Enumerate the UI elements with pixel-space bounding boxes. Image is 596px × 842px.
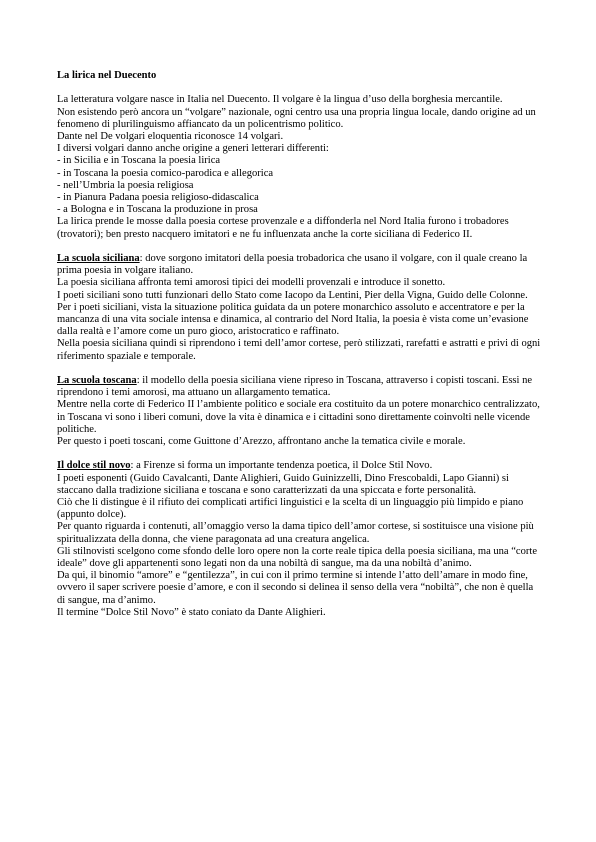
intro-paragraph: La lirica prende le mosse dalla poesia cortese provenzale e a diffonderla nel Nord Italia furono i trobadores (trovatori); ben presto nacquero imitatori e ne fu influenzata anche la corte siciliana di Federico II. xyxy=(57,216,509,240)
intro-paragraph: Dante nel De volgari eloquentia riconosce 14 volgari. xyxy=(57,131,284,142)
intro-paragraph: I diversi volgari danno anche origine a generi letterari differenti: xyxy=(57,143,329,155)
siciliana-lead-text: : dove sorgono imitatori della poesia trobadorica che usano il volgare, con il quale creano la prima poesia in volgare italiano. xyxy=(57,253,528,277)
genre-list-item: - a Bologna e in Toscana la produzione in prosa xyxy=(57,204,258,216)
genre-list-item: - in Sicilia e in Toscana la poesia lirica xyxy=(57,155,221,167)
stilnovo-paragraph: Da qui, il binomio “amore” e “gentilezza”, in cui con il primo termine si intende l’atto dell’amare in modo fine, ovvero il saper scrivere poesie d’amore, e con il secondo si delinea il senso della vera “nobiltà”, che non è quella di sangue, ma d’animo. xyxy=(57,570,534,606)
toscana-section xyxy=(57,375,541,448)
siciliana-paragraph: Nella poesia siciliana quindi si riprendono i temi dell’amor cortese, però stilizzati, rarefatti e astratti e privi di ogni riferimento spaziale e temporale. xyxy=(57,338,541,362)
stilnovo-lead-text: : a Firenze si forma un importante tendenza poetica, il Dolce Stil Novo. xyxy=(130,460,433,472)
genre-list-item: - nell’Umbria la poesia religiosa xyxy=(57,179,194,191)
siciliana-paragraph: La poesia siciliana affronta temi amorosi tipici dei modelli provenzali e introduce il sonetto. xyxy=(57,277,446,289)
toscana-paragraph: Mentre nella corte di Federico II l’ambiente politico e sociale era costituito da un potere monarchico centralizzato, in Toscana vi sono i liberi comuni, dove la vita è dinamica e i cittadini sono direttamente coinvolti nelle vicende politiche. xyxy=(57,399,540,435)
stilnovo-paragraph: Per quanto riguarda i contenuti, all’omaggio verso la dama tipico dell’amor cortese, si sostituisce una visione più spiritualizzata della donna, che viene paragonata ad una creatura angelica. xyxy=(57,521,534,545)
siciliana-section xyxy=(57,253,541,363)
toscana-lead-paragraph xyxy=(57,375,541,399)
stilnovo-paragraph: Ciò che li distingue è il rifiuto dei complicati artifici linguistici e la scelta di un linguaggio più limpido e piano (appunto dolce). xyxy=(57,497,524,521)
siciliana-lead-paragraph xyxy=(57,253,541,277)
intro-section xyxy=(57,94,541,240)
intro-paragraph: La letteratura volgare nasce in Italia nel Duecento. Il volgare è la lingua d’uso della borghesia mercantile. xyxy=(57,94,503,106)
toscana-heading: La scuola toscana xyxy=(57,375,137,387)
stilnovo-paragraph: Il termine “Dolce Stil Novo” è stato coniato da Dante Alighieri. xyxy=(57,606,326,618)
document-title: La lirica nel Duecento xyxy=(57,70,157,81)
genre-list-item: - in Pianura Padana poesia religioso-didascalica xyxy=(57,192,259,204)
stilnovo-paragraph: I poeti esponenti (Guido Cavalcanti, Dante Alighieri, Guido Guinizzelli, Dino Frescobaldi, Lapo Gianni) si staccano dalla tradizione siciliana e toscana e sono caratterizzati da una spiccata e forte personalità. xyxy=(57,472,509,496)
toscana-lead-text: : il modello della poesia siciliana viene ripreso in Toscana, attraverso i copisti toscani. Essi ne riprendono i temi amorosi, ma attuano un allargamento tematica. xyxy=(57,375,533,399)
document-page xyxy=(57,70,541,619)
toscana-paragraph: Per questo i poeti toscani, come Guittone d’Arezzo, affrontano anche la tematica civile e morale. xyxy=(57,436,466,448)
intro-paragraph: Non esistendo però ancora un “volgare” nazionale, ogni centro usa una propria lingua locale, dando origine ad un fenomeno di plurilinguismo affiancato da un policentrismo politico. xyxy=(57,106,536,130)
genre-list-item: - in Toscana la poesia comico-parodica e allegorica xyxy=(57,167,274,179)
stilnovo-section xyxy=(57,460,541,619)
siciliana-paragraph: I poeti siciliani sono tutti funzionari dello Stato come Iacopo da Lentini, Pier della Vigna, Guido delle Colonne. xyxy=(57,289,528,301)
stilnovo-heading: Il dolce stil novo xyxy=(57,460,131,472)
stilnovo-paragraph: Gli stilnovisti scelgono come sfondo delle loro opere non la corte reale tipica della poesia siciliana, ma una “corte ideale” dove gli appartenenti sono legati non da una nobiltà di sangue, ma da una nobiltà d’animo. xyxy=(57,545,538,570)
stilnovo-lead-paragraph xyxy=(57,460,541,472)
siciliana-heading: La scuola siciliana xyxy=(57,253,140,265)
siciliana-paragraph: Per i poeti siciliani, vista la situazione politica guidata da un potere monarchico assoluto e accentratore e per la mancanza di una vita sociale intensa e dinamica, al contrario del Nord Italia, la poesia è vista come un’evasione dalla realtà e l’amore come un puro gioco, aristocratico e raffinato. xyxy=(57,301,529,338)
